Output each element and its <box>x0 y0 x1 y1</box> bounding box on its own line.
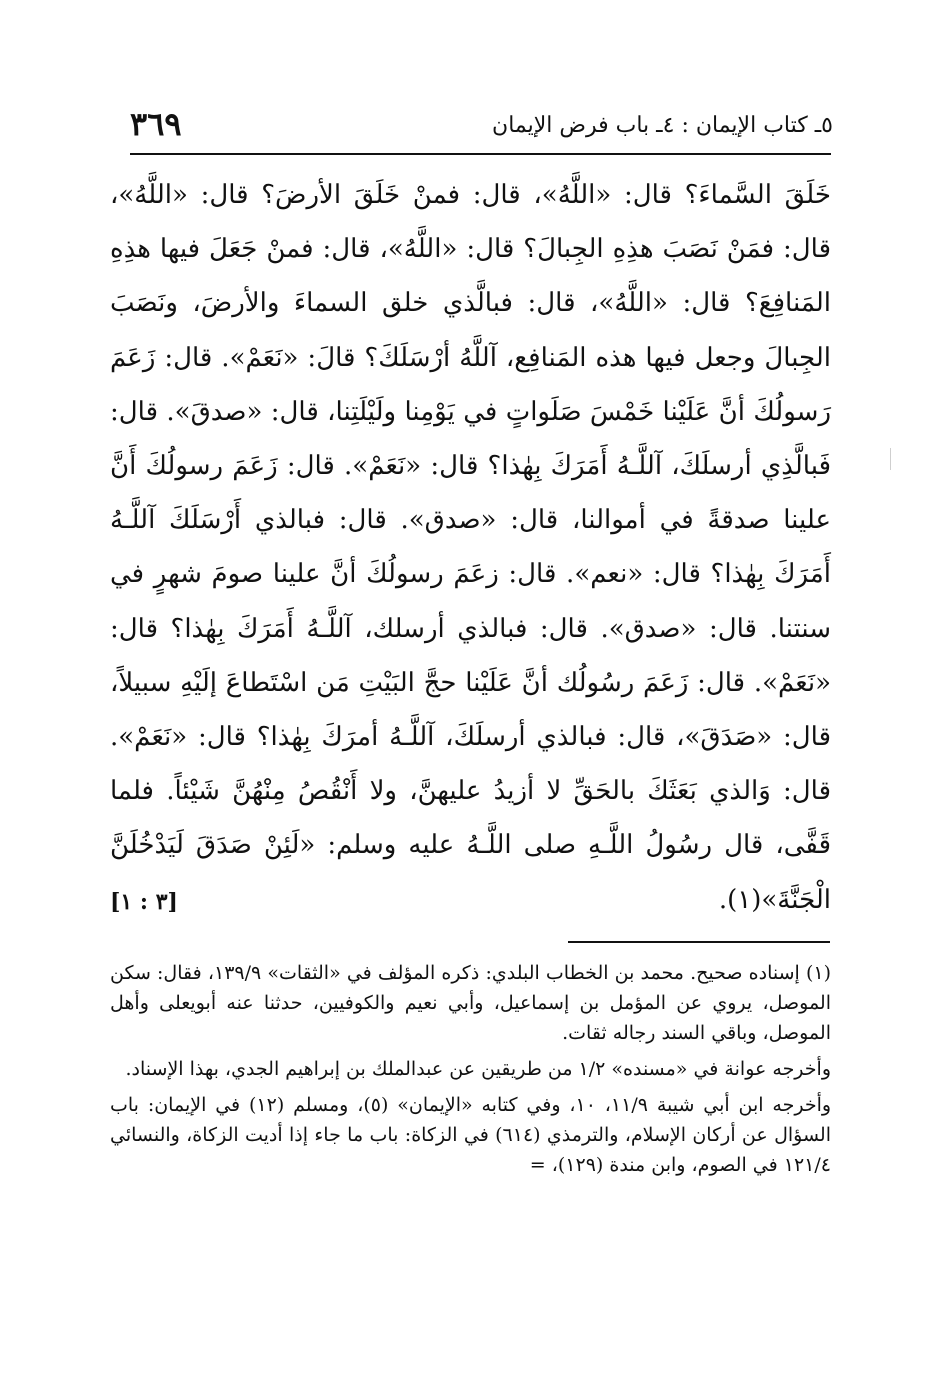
page-number: ٣٦٩ <box>130 105 182 143</box>
footnotes <box>110 958 831 1186</box>
reference-tag: [٣ : ١] <box>110 888 178 915</box>
main-paragraph-text: خَلَقَ السَّماءَ؟ قال: «اللَّهُ»، قال: فمنْ خَلَقَ الأرضَ؟ قال: «اللَّهُ»، قال: فمَنْ نَصَبَ هذِهِ الجِبالَ؟ قال: «اللَّهُ»، قال: فمنْ جَعَلَ فيها هذِهِ المَنافِعَ؟ قال: «اللَّهُ»، قال: فبالَّذي خلق السماءَ والأرضَ، ونَصَبَ الجِبالَ وجعل فيها هذه المَنافِع، آللَّهُ أرْسَلَكَ؟ قالَ: «نَعَمْ». قال: زَعَمَ رَسولُكَ أنَّ عَلَيْنا خَمْسَ صَلَواتٍ في يَوْمِنا ولَيْلَتِنا، قال: «صدقَ». قال: فَبالَّذِي أرسلَكَ، آللَّـهُ أَمَرَكَ بِهٰذا؟ قال: «نَعَمْ». قال: زَعَمَ رسولُكَ أَنَّ علينا صدقةً في أموالنا، قال: «صدق». قال: فبالذي أَرْسَلَكَ آللَّـهُ أَمَرَكَ بِهٰذا؟ قال: «نعم». قال: زعَمَ رسولُكَ أنَّ علينا صومَ شهرٍ في سنتنا. قال: «صدق». قال: فبالذي أرسلك، آللَّـهُ أَمَرَكَ بِهٰذا؟ قال: «نَعَمْ». قال: زَعَمَ رسُولُك أنَّ عَلَيْنا حجَّ البَيْتِ مَن اسْتَطاعَ إلَيْهِ سبيلاً، قال: «صَدَقَ»، قال: فبالذي أرسلَكَ، آللَّـهُ أمرَكَ بِهٰذا؟ قال: «نَعَمْ». قال: وَالذي بَعَثَكَ بالحَقِّ لا أزيدُ عليهنَّ، ولا أَنْقُصُ مِنْهُنَّ شَيْئاً. فلما قَفَّى، قال رسُولُ اللَّـهِ صلى اللَّـهُ عليه وسلم: «لَئِنْ صَدَقَ لَيَدْخُلَنَّ الْجَنَّةَ»(١). <box>110 180 831 915</box>
page-edge-mark <box>890 448 891 470</box>
footnote-rule <box>568 941 830 943</box>
page-header <box>130 105 833 153</box>
footnote-paragraph: (١) إسناده صحيح. محمد بن الخطاب البلدي: ذكره المؤلف في «الثقات» ١٣٩/٩، فقال: سكن الموصل، يروي عن المؤمل بن إسماعيل، وأبي نعيم والكوفيين، حدثنا عنه أبويعلى وأهل الموصل، وباقي السند رجاله ثقات. <box>110 962 831 1044</box>
header-rule <box>130 153 831 155</box>
footnote-paragraph: وأخرجه عوانة في «مسنده» ١/٢ من طريقين عن عبدالملك بن إبراهيم الجدي، بهذا الإسناد. <box>125 1058 831 1080</box>
hadith-text <box>110 168 831 929</box>
running-title: ٥ـ كتاب الإيمان : ٤ـ باب فرض الإيمان <box>492 113 833 138</box>
main-paragraph <box>110 168 831 927</box>
footnote-paragraph: وأخرجه ابن أبي شيبة ١١/٩، ١٠، وفي كتابه «الإيمان» (٥)، ومسلم (١٢) في الإيمان: باب السؤال عن أركان الإسلام، والترمذي (٦١٤) في الزكاة: باب ما جاء إذا أديت الزكاة، والنسائي ١٢١/٤ في الصوم، وابن مندة (١٢٩)، = <box>110 1094 832 1176</box>
